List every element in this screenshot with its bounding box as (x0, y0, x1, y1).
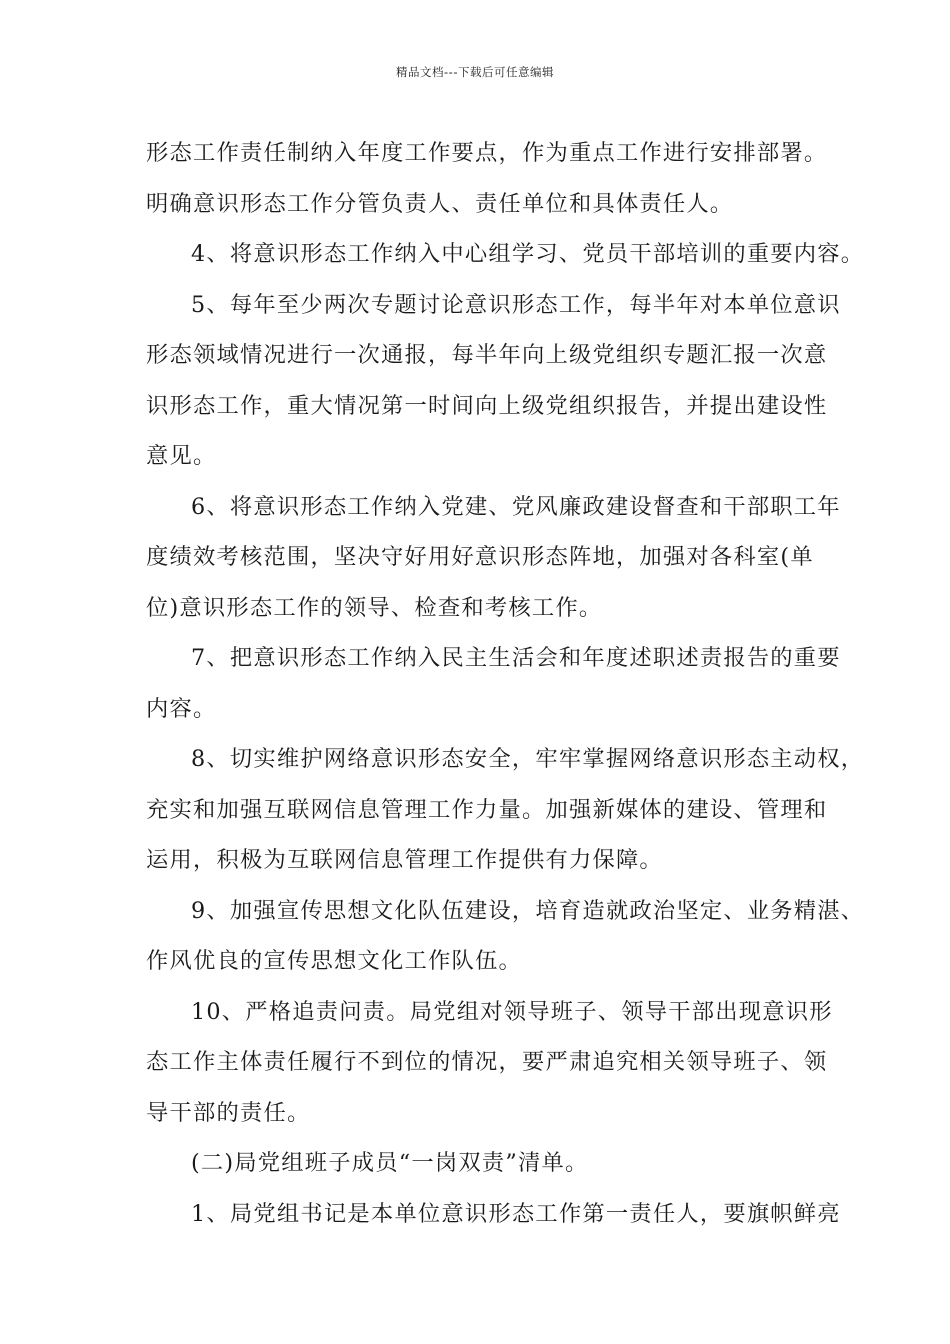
text-line: 9、加强宣传思想文化队伍建设，培育造就政治坚定、业务精湛、 (191, 897, 865, 924)
text-line: 10、严格追责问责。局党组对领导班子、领导干部出现意识形 (191, 998, 833, 1025)
document-body (146, 128, 865, 1239)
text-line: 作风优良的宣传思想文化工作队伍。 (146, 948, 522, 974)
text-line: 7、把意识形态工作纳入民主生活会和年度述职述责报告的重要 (191, 645, 841, 671)
text-line: 1、局党组书记是本单位意识形态工作第一责任人，要旗帜鲜亮 (191, 1200, 841, 1227)
text-line: 态工作主体责任履行不到位的情况，要严肃追究相关领导班子、领 (146, 1049, 828, 1075)
page-header: 精品文档---下载后可任意编辑 (396, 65, 554, 79)
text-line: 识形态工作，重大情况第一时间向上级党组织报告，并提出建设性 (146, 392, 828, 419)
text-line: 形态领域情况进行一次通报，每半年向上级党组织专题汇报一次意 (146, 342, 828, 368)
text-line: 8、切实维护网络意识形态安全，牢牢掌握网络意识形态主动权， (191, 746, 865, 772)
text-line: 度绩效考核范围，坚决守好用好意识形态阵地，加强对各科室(单 (146, 544, 814, 570)
text-line: 6、将意识形态工作纳入党建、党风廉政建设督查和干部职工年 (191, 493, 841, 520)
text-line: 明确意识形态工作分管负责人、责任单位和具体责任人。 (146, 190, 734, 217)
text-line: 形态工作责任制纳入年度工作要点，作为重点工作进行安排部署。 (146, 140, 828, 166)
text-line: 内容。 (146, 695, 217, 722)
text-line: 5、每年至少两次专题讨论意识形态工作，每半年对本单位意识 (191, 291, 841, 318)
text-line: 位)意识形态工作的领导、检查和考核工作。 (146, 594, 603, 621)
text-line: 意见。 (146, 443, 217, 469)
text-line: 4、将意识形态工作纳入中心组学习、党员干部培训的重要内容。 (191, 241, 865, 267)
text-line: 充实和加强互联网信息管理工作力量。加强新媒体的建设、管理和 (146, 796, 828, 823)
text-line: (二)局党组班子成员“一岗双责”清单。 (191, 1150, 589, 1176)
text-line: 运用，积极为互联网信息管理工作提供有力保障。 (146, 847, 663, 873)
text-line: 导干部的责任。 (146, 1099, 311, 1126)
